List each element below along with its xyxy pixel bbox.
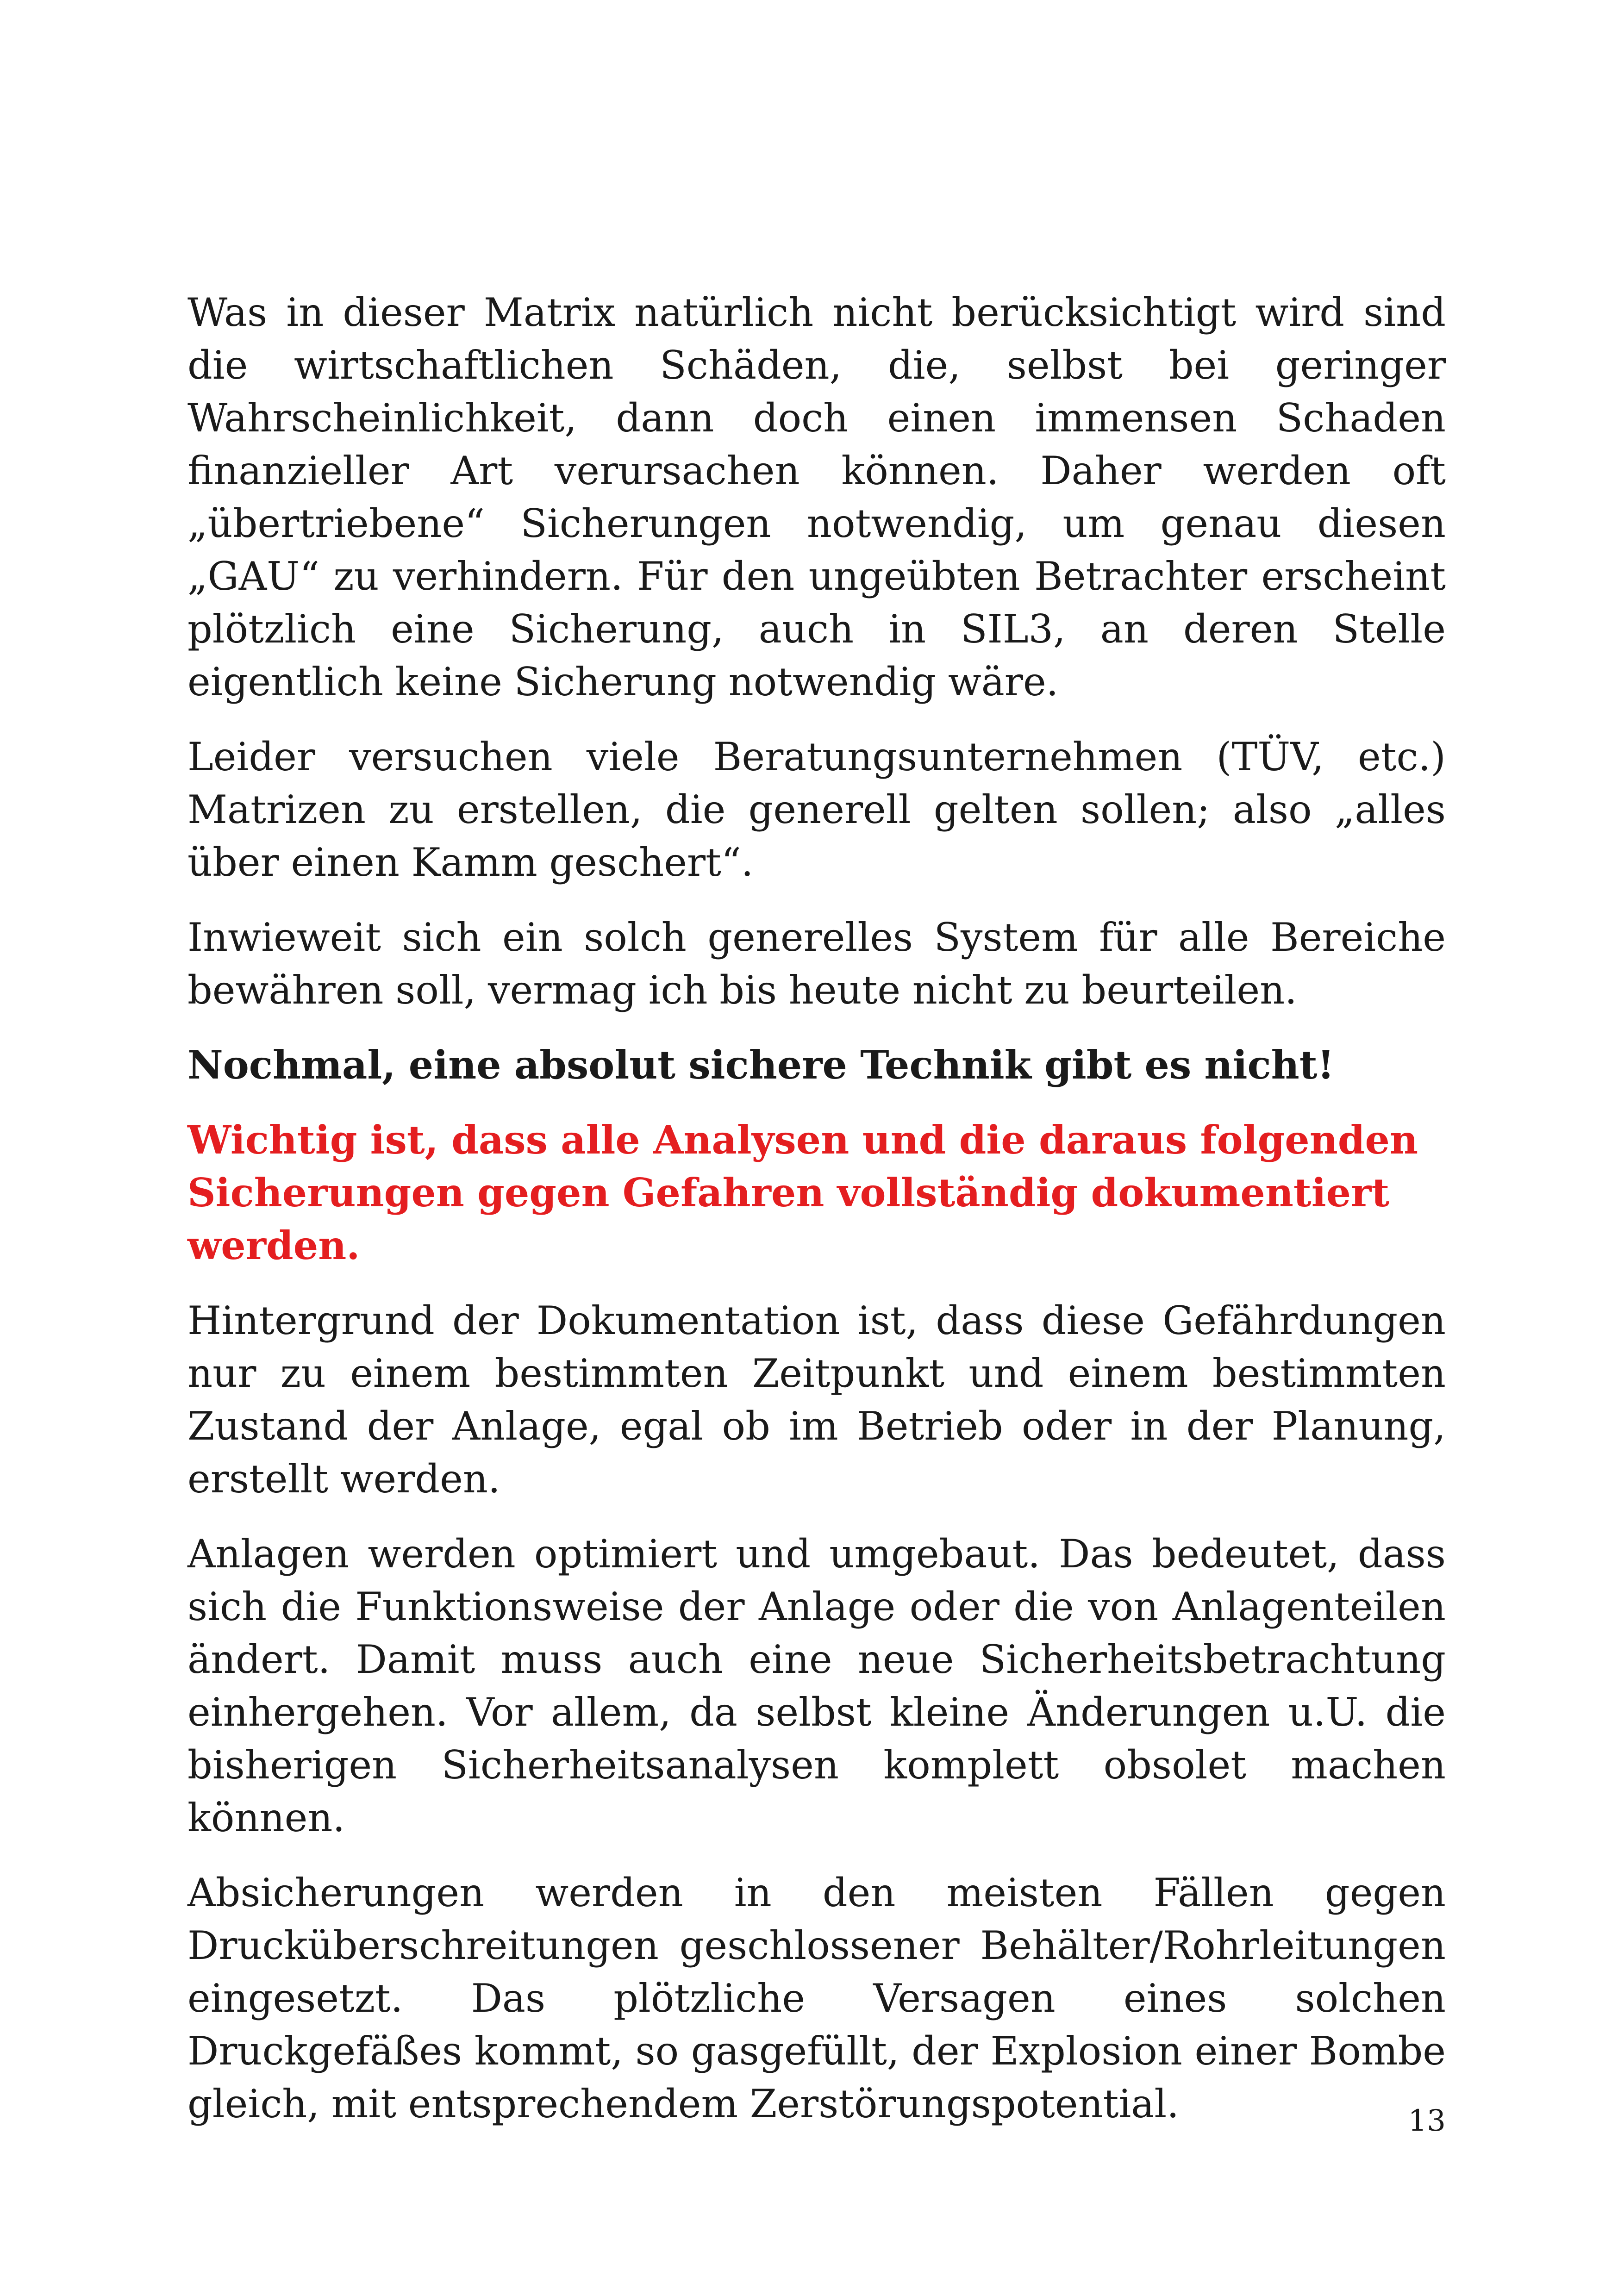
paragraph-documentation-background: Hintergrund der Dokumentation ist, dass diese Gefährdungen nur zu einem bestimmten Zeitpunkt und einem bestimmten Zustand der Anlage, egal ob im Betrieb oder in der Planung, erstellt werden. <box>187 1298 1446 1502</box>
paragraph-plant-changes: Anlagen werden optimiert und umgebaut. Das bedeutet, dass sich die Funktionsweise der Anlage oder die von Anlagenteilen ändert. Damit muss auch eine neue Sicherheitsbetrachtung einhergehen. Vor allem, da selbst kleine Änderungen u.U. die bisherigen Sicherheitsanalysen komplett obsolet machen können. <box>187 1531 1446 1840</box>
page-number: 13 <box>1408 2104 1446 2138</box>
body-text <box>187 286 1446 2152</box>
paragraph-consulting-matrices: Leider versuchen viele Beratungsunternehmen (TÜV, etc.) Matrizen zu erstellen, die generell gelten sollen; also „alles über einen Kamm geschert“. <box>187 734 1446 885</box>
paragraph-documentation-warning: Wichtig ist, dass alle Analysen und die daraus folgenden Sicherungen gegen Gefahren vollständig dokumentiert werden. <box>187 1117 1418 1268</box>
paragraph-pressure-protection: Absicherungen werden in den meisten Fällen gegen Drucküberschreitungen geschlossener Behälter/Rohrleitungen eingesetzt. Das plötzliche Versagen eines solchen Druckgefäßes kommt, so gasgefüllt, der Explosion einer Bombe gleich, mit entsprechendem Zerstörungspotential. <box>187 1870 1446 2127</box>
paragraph-matrix-damages: Was in dieser Matrix natürlich nicht berücksichtigt wird sind die wirtschaftlichen Schäden, die, selbst bei geringer Wahrscheinlichkeit, dann doch einen immensen Schaden finanzieller Art verursachen können. Daher werden oft „übertriebene“ Sicherungen notwendig, um genau diesen „GAU“ zu verhindern. Für den ungeübten Betrachter erscheint plötzlich eine Sicherung, auch in SIL3, an deren Stelle eigentlich keine Sicherung notwendig wäre. <box>187 290 1446 705</box>
paragraph-general-system: Inwieweit sich ein solch generelles System für alle Bereiche bewähren soll, vermag ich bis heute nicht zu beurteilen. <box>187 915 1446 1013</box>
paragraph-no-safe-technology: Nochmal, eine absolut sichere Technik gibt es nicht! <box>187 1042 1335 1088</box>
